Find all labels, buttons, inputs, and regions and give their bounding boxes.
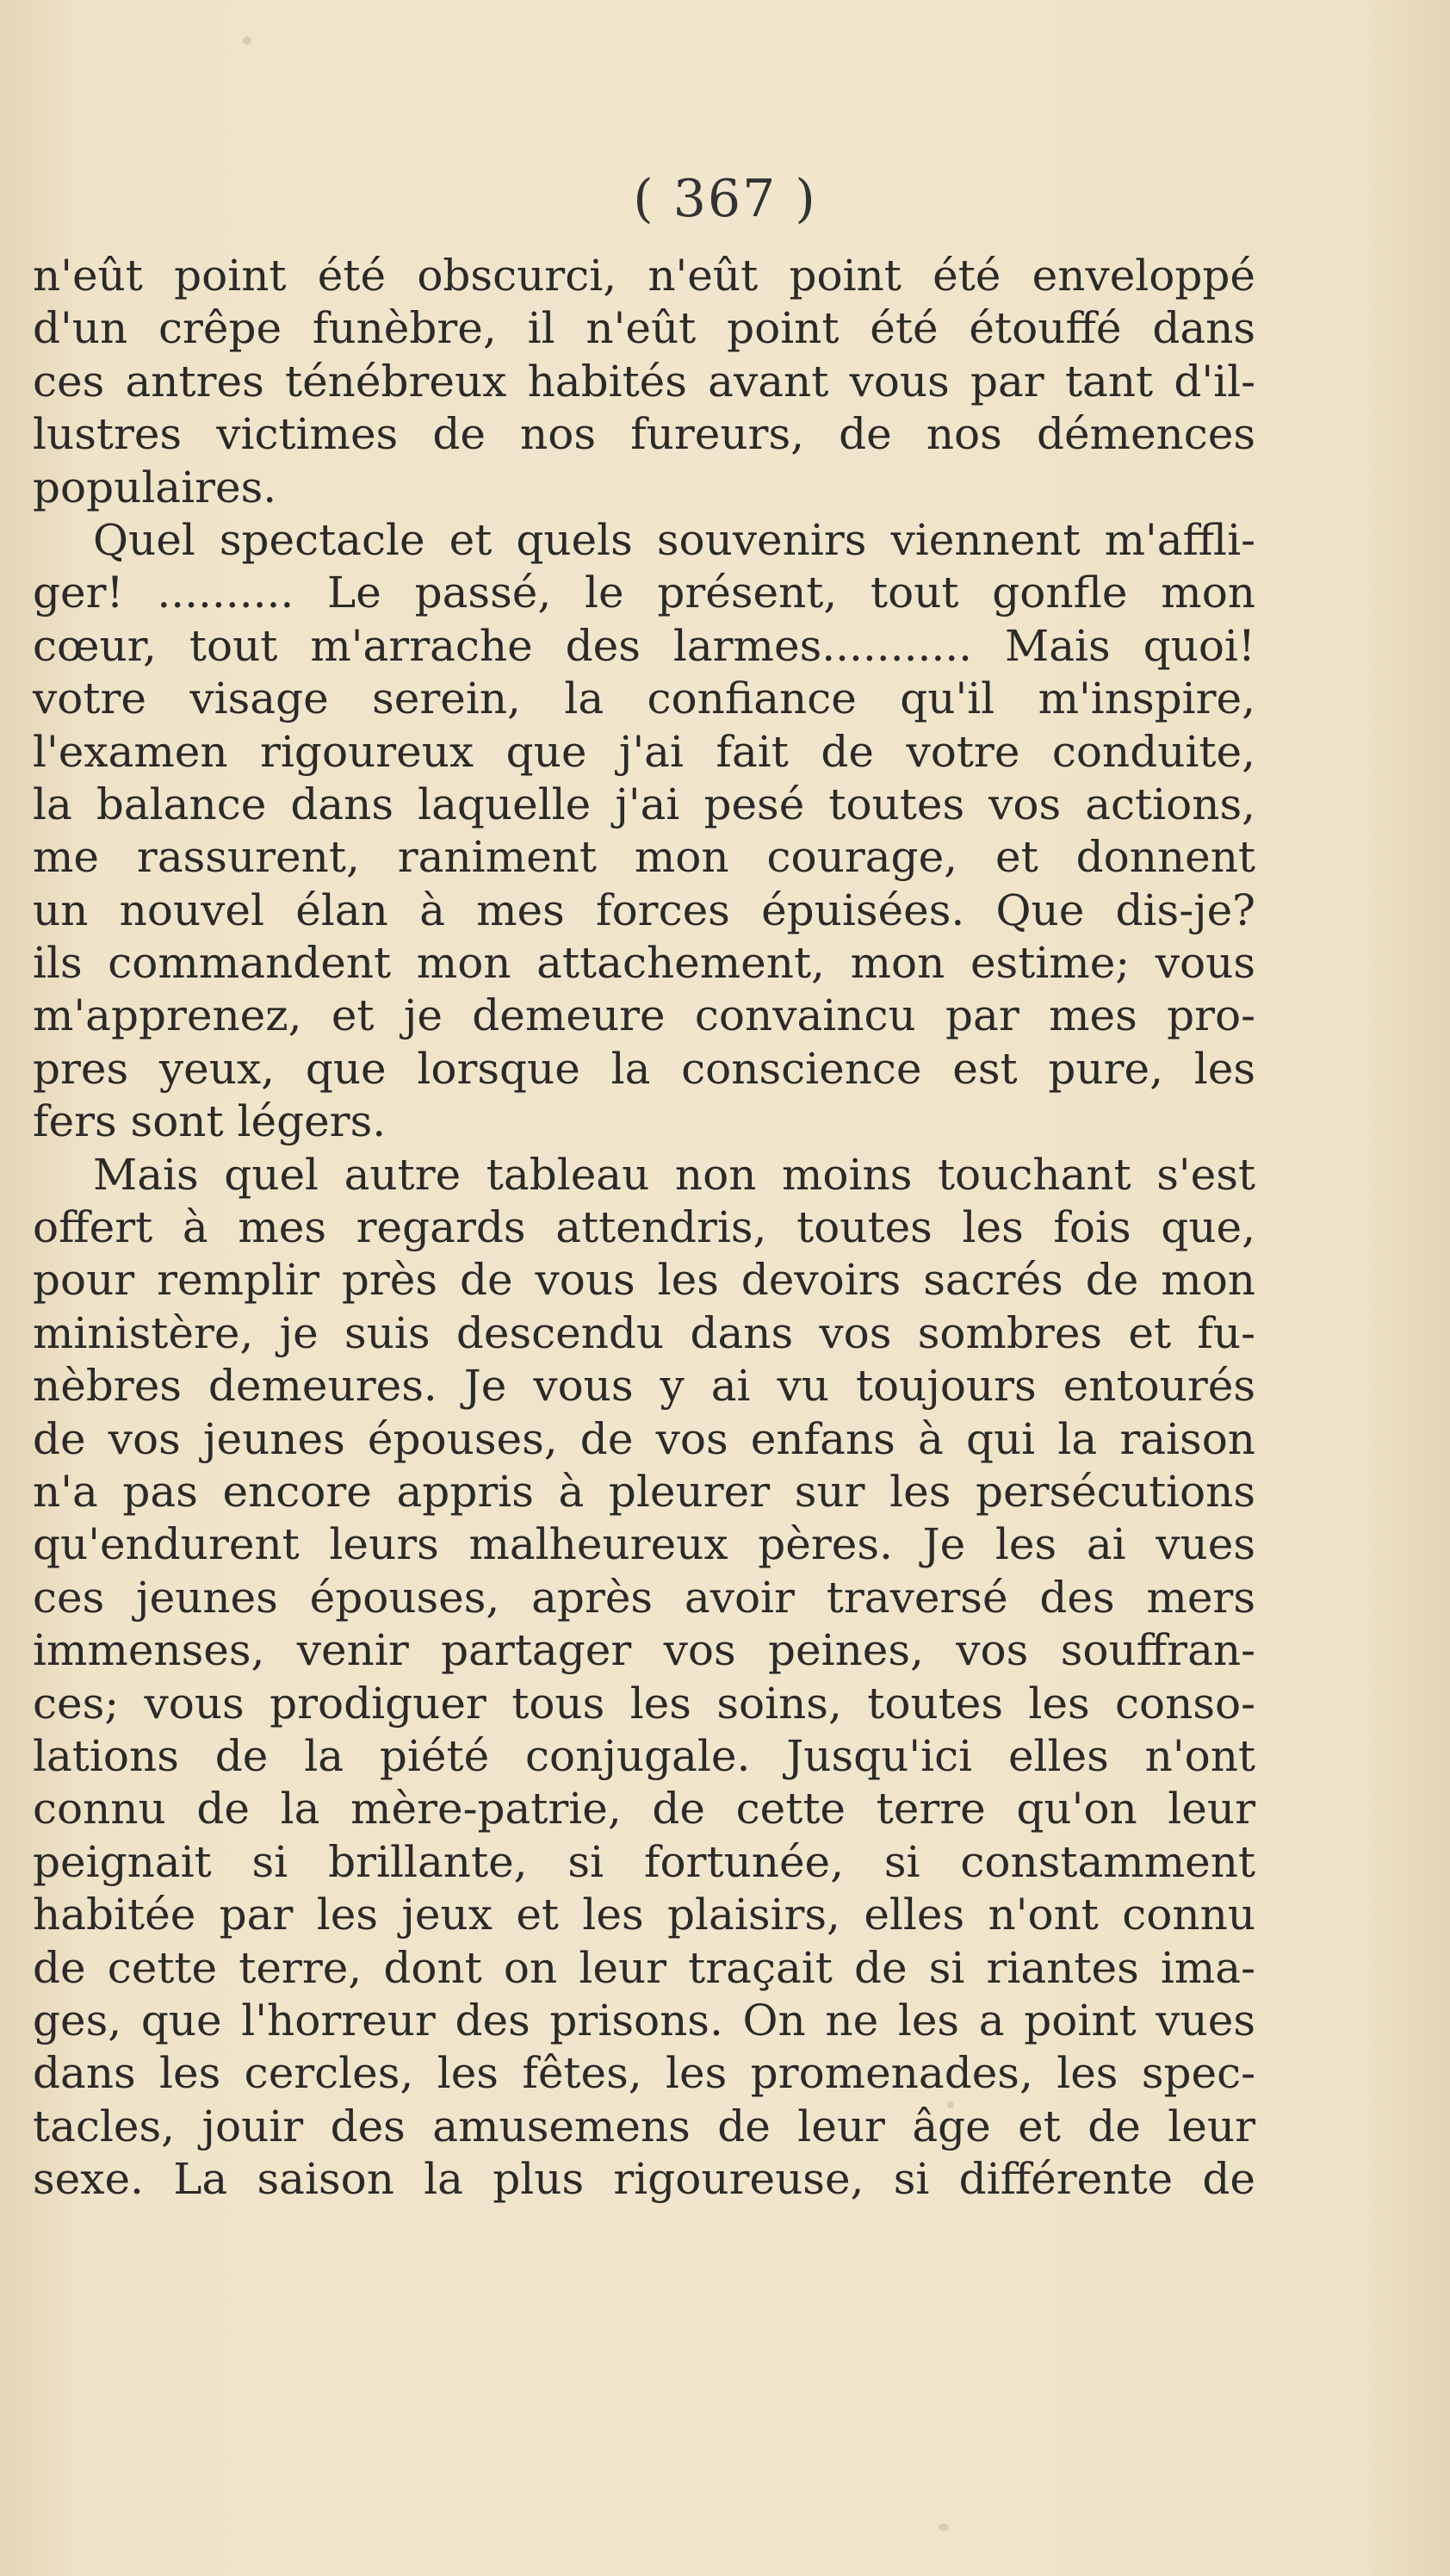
text-line: ger! .......... Le passé, le présent, tout gonfle mon [33,568,1255,618]
text-line: immenses, venir partager vos peines, vos souffran- [33,1625,1255,1676]
text-line: ges, que l'horreur des prisons. On ne les a point vues [33,1995,1255,2045]
text-line: me rassurent, raniment mon courage, et donnent [33,832,1255,883]
text-line: peignait si brillante, si fortunée, si constamment [33,1836,1255,1887]
text-line: cœur, tout m'arrache des larmes........... Mais quoi! [33,620,1255,671]
text-line: connu de la mère-patrie, de cette terre qu'on leur [33,1784,1255,1834]
paper-spot [939,2523,949,2531]
text-line: lustres victimes de nos fureurs, de nos démences [33,409,1255,460]
text-line: m'apprenez, et je demeure convaincu par mes pro- [33,990,1255,1041]
text-line: l'examen rigoureux que j'ai fait de votre conduite, [33,726,1255,777]
text-line: sexe. La saison la plus rigoureuse, si différente de [33,2154,1255,2205]
text-line: Quel spectacle et quels souvenirs viennent m'affli- [93,514,1255,565]
text-line: ces jeunes épouses, après avoir traversé des mers [33,1572,1255,1623]
text-line: la balance dans laquelle j'ai pesé toutes vos actions, [33,779,1255,829]
text-line: tacles, jouir des amusemens de leur âge et de leur [33,2101,1255,2151]
text-line: un nouvel élan à mes forces épuisées. Que dis-je? [33,885,1255,935]
text-line: dans les cercles, les fêtes, les promenades, les spec- [33,2048,1255,2099]
text-block [33,250,1255,2206]
text-line: d'un crêpe funèbre, il n'eût point été étouffé dans [33,303,1255,354]
text-line: habitée par les jeux et les plaisirs, elles n'ont connu [33,1890,1255,1940]
text-line: de cette terre, dont on leur traçait de si riantes ima- [33,1942,1255,1993]
text-line: Mais quel autre tableau non moins touchant s'est [93,1149,1255,1200]
text-line: ces; vous prodiguer tous les soins, toutes les conso- [33,1678,1255,1729]
paper-spot [947,2101,954,2108]
text-line: de vos jeunes épouses, de vos enfans à qui la raison [33,1413,1255,1464]
text-line: ces antres ténébreux habités avant vous par tant d'il- [33,356,1255,407]
text-line: n'eût point été obscurci, n'eût point été enveloppé [33,251,1255,301]
page-number: ( 367 ) [633,169,817,229]
text-line: ils commandent mon attachement, mon estime; vous [33,938,1255,989]
text-line: fers sont légers. [33,1096,387,1147]
text-line: populaires. [33,462,277,512]
text-line: lations de la piété conjugale. Jusqu'ici elles n'ont [33,1730,1255,1781]
text-line: ministère, je suis descendu dans vos sombres et fu- [33,1307,1255,1358]
text-line: n'a pas encore appris à pleurer sur les persécutions [33,1466,1255,1517]
text-line: votre visage serein, la confiance qu'il m'inspire, [33,673,1255,724]
text-line: pour remplir près de vous les devoirs sacrés de mon [33,1255,1255,1306]
paper-spot [243,36,251,45]
text-line: qu'endurent leurs malheureux pères. Je les ai vues [33,1519,1255,1570]
text-line: offert à mes regards attendris, toutes les fois que, [33,1202,1255,1253]
text-line: pres yeux, que lorsque la conscience est pure, les [33,1043,1255,1094]
text-line: nèbres demeures. Je vous y ai vu toujours entourés [33,1361,1255,1412]
